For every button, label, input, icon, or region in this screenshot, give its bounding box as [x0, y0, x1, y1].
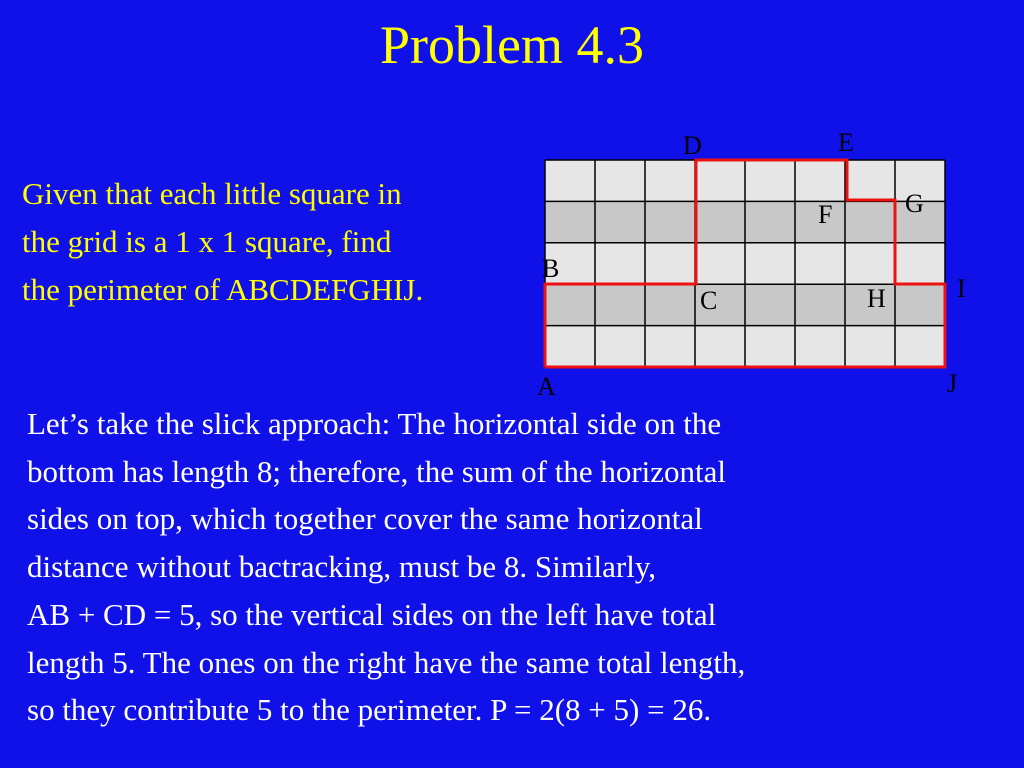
point-label-c: C — [700, 286, 718, 315]
problem-line: the perimeter of ABCDEFGHIJ. — [22, 272, 424, 307]
grid-cell — [645, 243, 695, 284]
solution-line: distance without bactracking, must be 8. Similarly, — [27, 549, 657, 585]
grid-cell — [595, 160, 645, 201]
slide-title: Problem 4.3 — [380, 15, 644, 75]
grid-cell — [645, 284, 695, 325]
grid-cell — [845, 160, 895, 201]
solution-line: Let’s take the slick approach: The horizontal side on the — [27, 406, 722, 441]
grid-cell — [695, 243, 745, 284]
grid-cell — [595, 201, 645, 242]
problem-line: Given that each little square in — [22, 176, 402, 211]
grid-cell — [745, 201, 795, 242]
grid-cell — [895, 284, 945, 325]
grid-cell — [845, 201, 895, 242]
grid-cell — [695, 326, 745, 367]
grid-cell — [845, 326, 895, 367]
grid-cell — [795, 326, 845, 367]
grid-cell — [695, 201, 745, 242]
grid-cell — [595, 326, 645, 367]
solution-explanation — [27, 400, 1007, 734]
solution-line: length 5. The ones on the right have the same total length, — [27, 644, 746, 680]
solution-line: sides on top, which together cover the same horizontal — [27, 501, 703, 537]
point-label-j: J — [947, 369, 958, 398]
solution-line: AB + CD = 5, so the vertical sides on the left have total — [27, 596, 717, 632]
grid-cell — [545, 326, 595, 367]
point-label-a: A — [537, 372, 556, 400]
grid-cell — [645, 201, 695, 242]
point-label-f: F — [818, 200, 833, 229]
solution-line: bottom has length 8; therefore, the sum of the horizontal — [27, 453, 727, 489]
grid-cell — [595, 243, 645, 284]
grid-cell — [645, 160, 695, 201]
point-label-i: I — [957, 274, 966, 303]
grid-cell — [545, 201, 595, 242]
grid-cell — [795, 284, 845, 325]
point-label-e: E — [838, 128, 854, 157]
point-label-b: B — [542, 254, 560, 283]
grid-cell — [745, 284, 795, 325]
grid-cell — [745, 160, 795, 201]
grid-cell — [545, 284, 595, 325]
grid-cell — [895, 243, 945, 284]
point-label-d: D — [683, 131, 702, 160]
grid-cell — [545, 160, 595, 201]
problem-line: the grid is a 1 x 1 square, find — [22, 224, 392, 259]
grid-cell — [795, 160, 845, 201]
grid-cell — [845, 243, 895, 284]
grid-cell — [645, 326, 695, 367]
grid-cell — [795, 243, 845, 284]
grid-cell — [895, 326, 945, 367]
point-label-g: G — [905, 189, 924, 218]
point-label-h: H — [867, 284, 886, 313]
solution-line: so they contribute 5 to the perimeter. P = 2(8 + 5) = 26. — [27, 692, 712, 728]
grid-cell — [695, 160, 745, 201]
grid-cell — [745, 243, 795, 284]
grid-cell — [745, 326, 795, 367]
grid-cell — [595, 284, 645, 325]
